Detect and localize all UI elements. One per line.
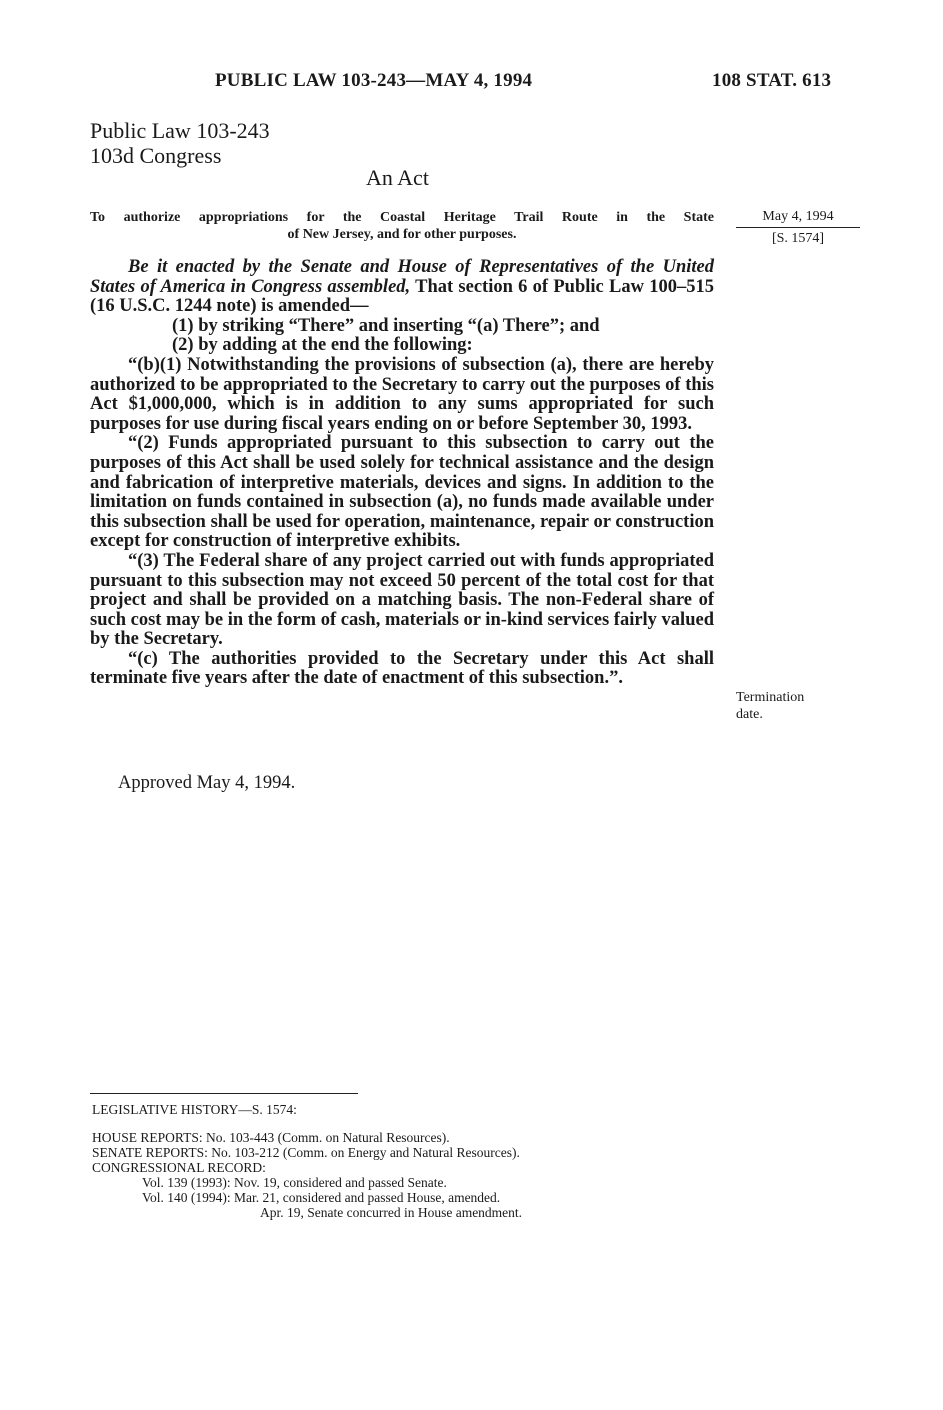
subsection-b1: “(b)(1) Notwithstanding the provisions of subsection (a), there are hereby authorized to be appropriated to the Secretary to carry out the purposes of this Act $1,000,000, which is in addition to any sums appropriated for such purposes for use during fiscal years ending on or before September 30, 1993. — [90, 354, 714, 434]
public-law-number: Public Law 103-243 — [90, 118, 270, 143]
running-head-title: PUBLIC LAW 103-243—MAY 4, 1994 — [215, 70, 533, 91]
margin-bill-number: [S. 1574] — [771, 231, 825, 246]
margin-note-termination — [736, 689, 804, 723]
approval-line: Approved May 4, 1994. — [118, 773, 296, 793]
law-identifier — [90, 118, 270, 168]
senate-reports: SENATE REPORTS: No. 103-212 (Comm. on Energy and Natural Resources). — [92, 1145, 520, 1160]
record-vol-140-april: Apr. 19, Senate concurred in House amendment. — [260, 1205, 523, 1220]
act-heading: An Act — [366, 165, 429, 190]
subsection-b3: “(3) The Federal share of any project carried out with funds appropriated pursuant to this subsection may not exceed 50 percent of the total cost for that project and shall be provided on a matching basis. The non-Federal share of such cost may be in the form of cash, materials or in-kind services fairly valued by the Secretary. — [90, 550, 714, 650]
margin-note-line-2: date. — [736, 707, 763, 722]
enacting-clause: Be it enacted by the Senate and House of Representatives of the United States of America in Congress assembled, — [90, 257, 714, 297]
running-head — [0, 70, 943, 94]
footnote-divider — [90, 1093, 358, 1094]
congress-label: 103d Congress — [90, 143, 222, 168]
purpose-line-2: of New Jersey, and for other purposes. — [287, 227, 517, 242]
amendment-item-2: (2) by adding at the end the following: — [172, 335, 473, 356]
purpose-statement — [90, 209, 714, 243]
act-body — [90, 258, 714, 689]
purpose-line-1: To authorize appropriations for the Coastal Heritage Trail Route in the State — [90, 210, 714, 225]
subsection-c: “(c) The authorities provided to the Secretary under this Act shall terminate five years after the date of enactment of this subsection.”. — [90, 648, 714, 689]
house-reports: HOUSE REPORTS: No. 103-443 (Comm. on Natural Resources). — [92, 1130, 450, 1145]
margin-date: May 4, 1994 — [736, 207, 860, 228]
statute-page-number: 108 STAT. 613 — [712, 70, 832, 91]
amendment-item-1: (1) by striking “There” and inserting “(a) There”; and — [172, 315, 600, 336]
subsection-b2: “(2) Funds appropriated pursuant to this subsection to carry out the purposes of this Act shall be used solely for technical assistance and the design and fabrication of interpretive materials, devices and signs. In addition to the limitation on funds contained in subsection (a), no funds made available under this subsection shall be used for operation, maintenance, repair or construction except for construction of interpretive exhibits. — [90, 433, 714, 552]
margin-note-line-1: Termination — [736, 690, 805, 705]
record-vol-139: Vol. 139 (1993): Nov. 19, considered and passed Senate. — [142, 1175, 447, 1190]
legislative-history-title: LEGISLATIVE HISTORY—S. 1574: — [92, 1102, 297, 1117]
congressional-record-label: CONGRESSIONAL RECORD: — [92, 1160, 266, 1175]
amendment-intro: That section 6 of Public Law 100–515 (16 U.S.C. 1244 note) is amended— — [90, 276, 714, 317]
margin-enactment-info — [736, 207, 860, 248]
enacting-paragraph — [90, 258, 714, 317]
legislative-history — [92, 1102, 522, 1220]
record-vol-140-march: Vol. 140 (1994): Mar. 21, considered and passed House, amended. — [142, 1190, 501, 1205]
